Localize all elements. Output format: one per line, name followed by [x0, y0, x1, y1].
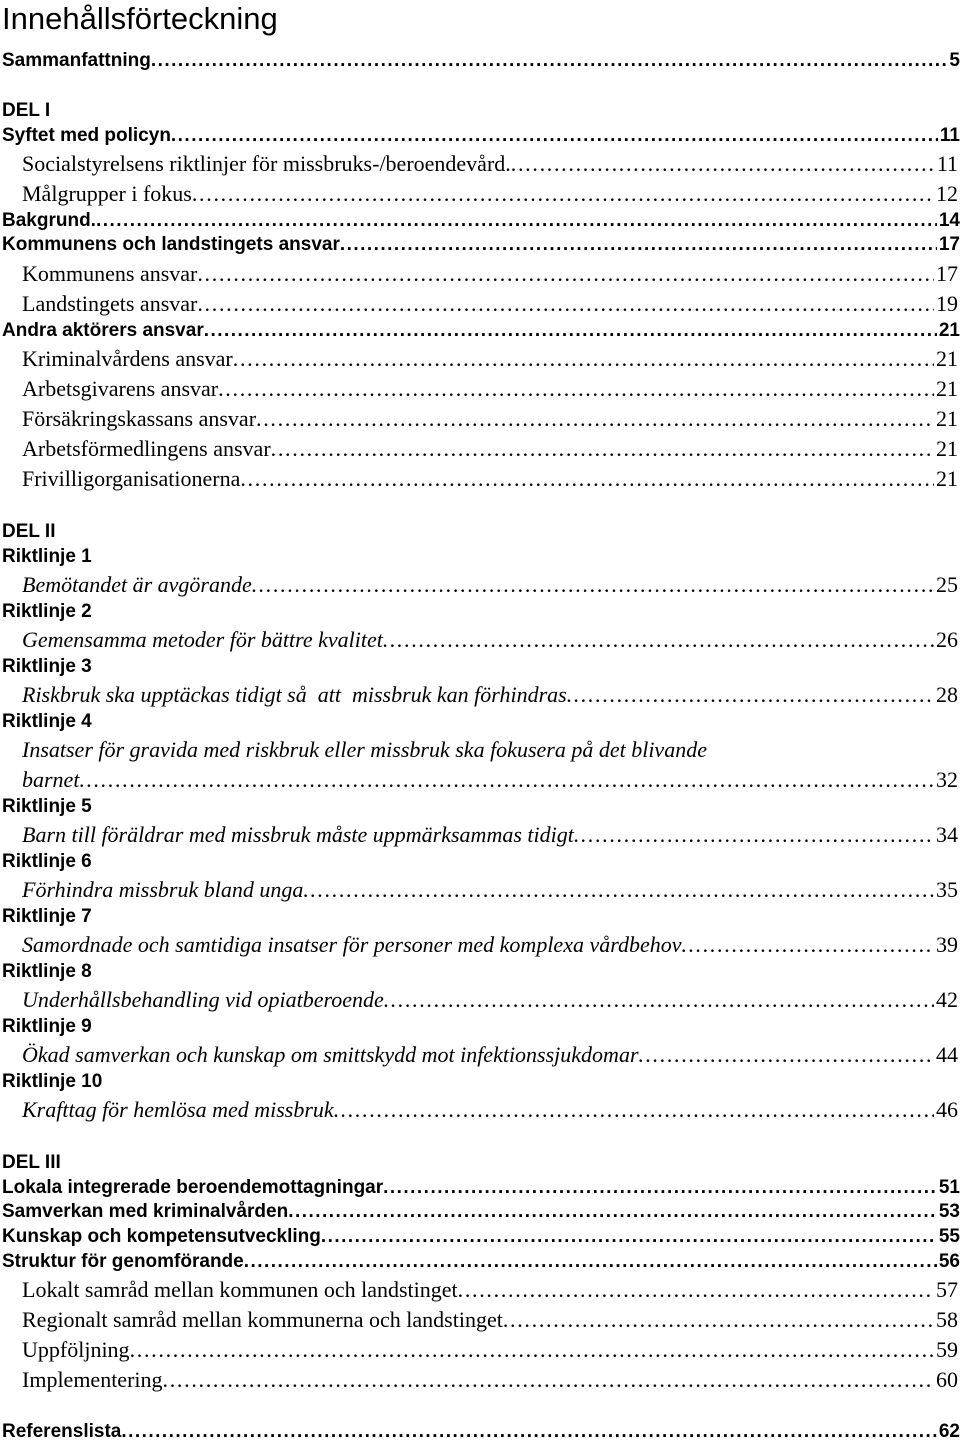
dot-leader — [130, 1337, 934, 1363]
dot-leader — [197, 261, 934, 287]
dot-leader — [151, 50, 948, 72]
toc-entry-label: Implementering — [22, 1367, 163, 1392]
dot-leader — [574, 822, 934, 848]
toc-entry[interactable] — [22, 767, 958, 793]
toc-entry[interactable] — [22, 1042, 958, 1068]
riktlinje-heading: Riktlinje 10 — [2, 1071, 103, 1092]
toc-entry[interactable] — [22, 346, 958, 372]
toc-entry-label: Förhindra missbruk bland unga — [22, 877, 304, 902]
toc-page-number: 21 — [936, 466, 958, 491]
riktlinje-heading: Riktlinje 7 — [2, 906, 92, 927]
riktlinje-heading: Riktlinje 2 — [2, 601, 92, 622]
toc-page-number: 25 — [936, 572, 958, 597]
toc-entry-label: Socialstyrelsens riktlinjer för missbruks-/beroendevård. — [22, 151, 511, 176]
toc-entry[interactable] — [2, 1251, 960, 1273]
dot-leader — [383, 627, 934, 653]
toc-entry-label: Ökad samverkan och kunskap om smittskydd mot infektionssjukdomar — [22, 1042, 639, 1067]
toc-entry-label: Bakgrund. — [2, 210, 96, 231]
toc-entry-label: barnet — [22, 767, 80, 792]
toc-page-number: 32 — [936, 767, 958, 792]
toc-entry-label: Arbetsförmedlingens ansvar — [22, 436, 271, 461]
dot-leader — [458, 1277, 934, 1303]
toc-entry-label: Uppföljning — [22, 1337, 130, 1362]
toc-entry[interactable] — [2, 1177, 960, 1199]
toc-entry-label: Gemensamma metoder för bättre kvalitet — [22, 627, 383, 652]
toc-page-number: 55 — [938, 1226, 960, 1247]
toc-entry[interactable] — [22, 1367, 958, 1393]
dot-leader — [171, 125, 938, 147]
toc-entry-label: Regionalt samråd mellan kommunerna och landstinget — [22, 1307, 503, 1332]
toc-entry-label: Lokala integrerade beroendemottagningar — [2, 1177, 384, 1198]
toc-entry[interactable] — [22, 822, 958, 848]
toc-entry[interactable] — [2, 1226, 960, 1248]
toc-entry-label: Kriminalvårdens ansvar — [22, 346, 233, 371]
toc-entry[interactable] — [22, 291, 958, 317]
dot-leader — [240, 466, 934, 492]
toc-entry-label: Försäkringskassans ansvar — [22, 406, 257, 431]
dot-leader — [204, 320, 937, 342]
toc-entry-label: Underhållsbehandling vid opiatberoende — [22, 987, 384, 1012]
toc-page-number: 44 — [936, 1042, 958, 1067]
toc-page-number: 21 — [936, 436, 958, 461]
toc-entry-label: Samverkan med kriminalvården — [2, 1201, 289, 1222]
dot-leader — [121, 1421, 937, 1443]
toc-entry-label: Målgrupper i fokus — [22, 181, 192, 206]
toc-page-number: 39 — [936, 932, 958, 957]
toc-entry-label: Kommunens ansvar — [22, 261, 198, 286]
toc-page-number: 59 — [936, 1337, 958, 1362]
toc-entry-label: Sammanfattning — [2, 50, 151, 71]
toc-entry-label: Riskbruk ska upptäckas tidigt så att missbruk kan förhindras — [22, 682, 567, 707]
toc-page-number: 62 — [938, 1421, 960, 1442]
toc-entry-label: Bemötandet är avgörande — [22, 572, 252, 597]
toc-entry-label: Krafttag för hemlösa med missbruk — [22, 1097, 334, 1122]
dot-leader — [682, 932, 935, 958]
toc-page-number: 51 — [938, 1177, 960, 1198]
toc-entry-label: Kommunens och landstingets ansvar — [2, 234, 340, 255]
toc-entry-referenslista[interactable] — [2, 1421, 960, 1443]
toc-page-number: 21 — [936, 346, 958, 371]
toc-entry[interactable] — [2, 210, 960, 232]
toc-page-number: 53 — [938, 1201, 960, 1222]
toc-page-number: 34 — [936, 822, 958, 847]
toc-page-number: 12 — [936, 181, 958, 206]
dot-leader — [340, 234, 937, 256]
toc-page-number: 58 — [936, 1307, 958, 1332]
toc-entry[interactable] — [22, 987, 958, 1013]
toc-page-number: 46 — [936, 1097, 958, 1122]
toc-entry-label: Landstingets ansvar — [22, 291, 198, 316]
riktlinje-heading: Riktlinje 6 — [2, 851, 92, 872]
toc-entry[interactable] — [22, 1337, 958, 1363]
toc-entry-label: Arbetsgivarens ansvar — [22, 376, 219, 401]
toc-entry[interactable] — [2, 1201, 960, 1223]
riktlinje-heading: Riktlinje 4 — [2, 711, 92, 732]
toc-entry[interactable] — [22, 877, 958, 903]
toc-entry-label: Frivilligorganisationerna — [22, 466, 241, 491]
toc-page-number: 60 — [936, 1367, 958, 1392]
toc-page-number: 17 — [936, 261, 958, 286]
dot-leader — [252, 572, 934, 598]
riktlinje-heading: Riktlinje 3 — [2, 656, 92, 677]
toc-page-number: 17 — [938, 234, 960, 255]
toc-page-number: 5 — [949, 50, 960, 71]
dot-leader — [192, 181, 934, 207]
section-heading-del-2: DEL II — [2, 521, 56, 542]
riktlinje-heading: Riktlinje 1 — [2, 546, 92, 567]
toc-entry-label: Kunskap och kompetensutveckling — [2, 1226, 321, 1247]
dot-leader — [244, 1251, 937, 1273]
dot-leader — [639, 1042, 934, 1068]
toc-entry[interactable] — [22, 376, 958, 402]
dot-leader — [567, 682, 934, 708]
toc-page-number: 11 — [939, 125, 960, 146]
toc-page-number: 21 — [936, 406, 958, 431]
toc-entry[interactable] — [22, 1277, 958, 1303]
toc-page-number: 28 — [936, 682, 958, 707]
dot-leader — [96, 210, 937, 232]
toc-page-number: 57 — [936, 1277, 958, 1302]
toc-entry[interactable] — [22, 436, 958, 462]
riktlinje-heading: Riktlinje 8 — [2, 961, 92, 982]
dot-leader — [383, 1177, 937, 1199]
toc-page-number: 56 — [938, 1251, 960, 1272]
riktlinje-heading: Riktlinje 5 — [2, 796, 92, 817]
toc-entry[interactable] — [22, 1307, 958, 1333]
toc-page-number: 14 — [938, 210, 960, 231]
toc-page-number: 42 — [936, 987, 958, 1012]
toc-entry[interactable] — [2, 125, 960, 147]
dot-leader — [79, 767, 934, 793]
toc-entry[interactable] — [22, 406, 958, 432]
toc-entry-label: Lokalt samråd mellan kommunen och landstinget — [22, 1277, 458, 1302]
dot-leader — [163, 1367, 934, 1393]
section-heading-del-1: DEL I — [2, 100, 51, 121]
dot-leader — [233, 346, 934, 372]
dot-leader — [271, 436, 934, 462]
toc-entry-label: Struktur för genomförande — [2, 1251, 244, 1272]
toc-entry-label: Referenslista — [2, 1421, 122, 1442]
toc-entry[interactable] — [22, 932, 958, 958]
toc-entry[interactable] — [22, 261, 958, 287]
page-title: Innehållsförteckning — [2, 1, 278, 36]
toc-page-number: 11 — [936, 151, 958, 176]
riktlinje-heading: Riktlinje 9 — [2, 1016, 92, 1037]
dot-leader — [197, 291, 934, 317]
toc-entry-label: Samordnade och samtidiga insatser för personer med komplexa vårdbehov — [22, 932, 682, 957]
toc-page-number: 26 — [936, 627, 958, 652]
toc-entry-label: Barn till föräldrar med missbruk måste uppmärksammas tidigt — [22, 822, 574, 847]
toc-entry-label-line: Insatser för gravida med riskbruk eller missbruk ska fokusera på det blivande — [22, 737, 707, 762]
toc-entry[interactable] — [22, 466, 958, 492]
toc-entry[interactable] — [22, 627, 958, 653]
toc-entry[interactable] — [22, 572, 958, 598]
toc-page-number: 35 — [936, 877, 958, 902]
toc-entry-sammanfattning[interactable] — [2, 50, 960, 72]
toc-entry[interactable] — [2, 234, 960, 256]
dot-leader — [384, 987, 934, 1013]
toc-entry[interactable] — [22, 181, 958, 207]
dot-leader — [334, 1097, 934, 1123]
toc-page-number: 19 — [936, 291, 958, 316]
toc-entry-label: Andra aktörers ansvar — [2, 320, 204, 341]
dot-leader — [503, 1307, 934, 1333]
dot-leader — [511, 151, 935, 177]
section-heading-del-3: DEL III — [2, 1152, 61, 1173]
toc-entry-label: Syftet med policyn — [2, 125, 171, 146]
dot-leader — [288, 1201, 937, 1223]
toc-page-number: 21 — [938, 320, 960, 341]
toc-entry[interactable] — [2, 320, 960, 342]
dot-leader — [303, 877, 934, 903]
dot-leader — [218, 376, 934, 402]
dot-leader — [256, 406, 934, 432]
toc-page-number: 21 — [936, 376, 958, 401]
toc-entry[interactable] — [22, 151, 958, 177]
dot-leader — [321, 1226, 937, 1248]
toc-entry[interactable] — [22, 1097, 958, 1123]
toc-entry[interactable] — [22, 682, 958, 708]
